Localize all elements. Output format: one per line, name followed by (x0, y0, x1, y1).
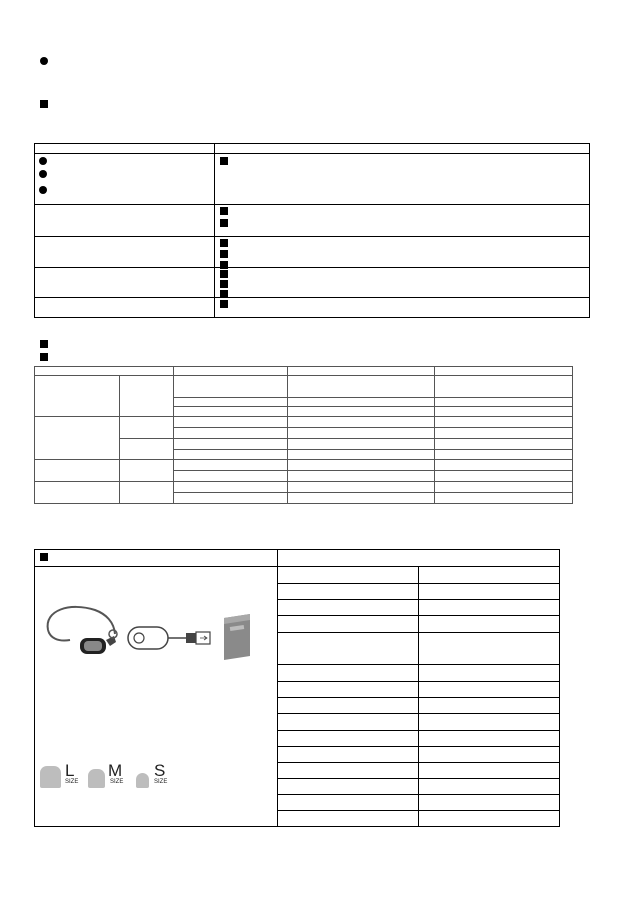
square-bullet-icon (40, 340, 48, 348)
square-bullet-icon (220, 280, 228, 288)
size-small-letter: S (154, 761, 166, 780)
square-bullet-icon (220, 250, 228, 258)
ear-tip-small-icon (136, 773, 149, 788)
bullet-icon (39, 157, 47, 165)
bullet-icon (40, 57, 48, 65)
square-bullet-icon (220, 270, 228, 278)
square-bullet-icon (40, 553, 48, 561)
square-bullet-icon (40, 353, 48, 361)
ear-tip-large-icon (40, 766, 61, 788)
size-medium-letter: M (108, 761, 123, 780)
size-medium-label: SIZE (110, 779, 124, 785)
size-large-label: SIZE (65, 779, 79, 785)
headset-icon (40, 600, 122, 660)
square-bullet-icon (220, 207, 228, 215)
usb-charger-icon (126, 624, 212, 654)
square-bullet-icon (220, 157, 228, 165)
square-bullet-icon (40, 100, 48, 108)
bullet-icon (39, 170, 47, 178)
bullet-icon (39, 186, 47, 194)
ear-tip-medium-icon (88, 769, 105, 788)
square-bullet-icon (220, 239, 228, 247)
square-bullet-icon (220, 219, 228, 227)
size-large-letter: L (65, 761, 75, 780)
size-small-label: SIZE (154, 779, 168, 785)
square-bullet-icon (220, 261, 228, 269)
square-bullet-icon (220, 300, 228, 308)
manual-icon (220, 612, 254, 662)
square-bullet-icon (220, 290, 228, 298)
